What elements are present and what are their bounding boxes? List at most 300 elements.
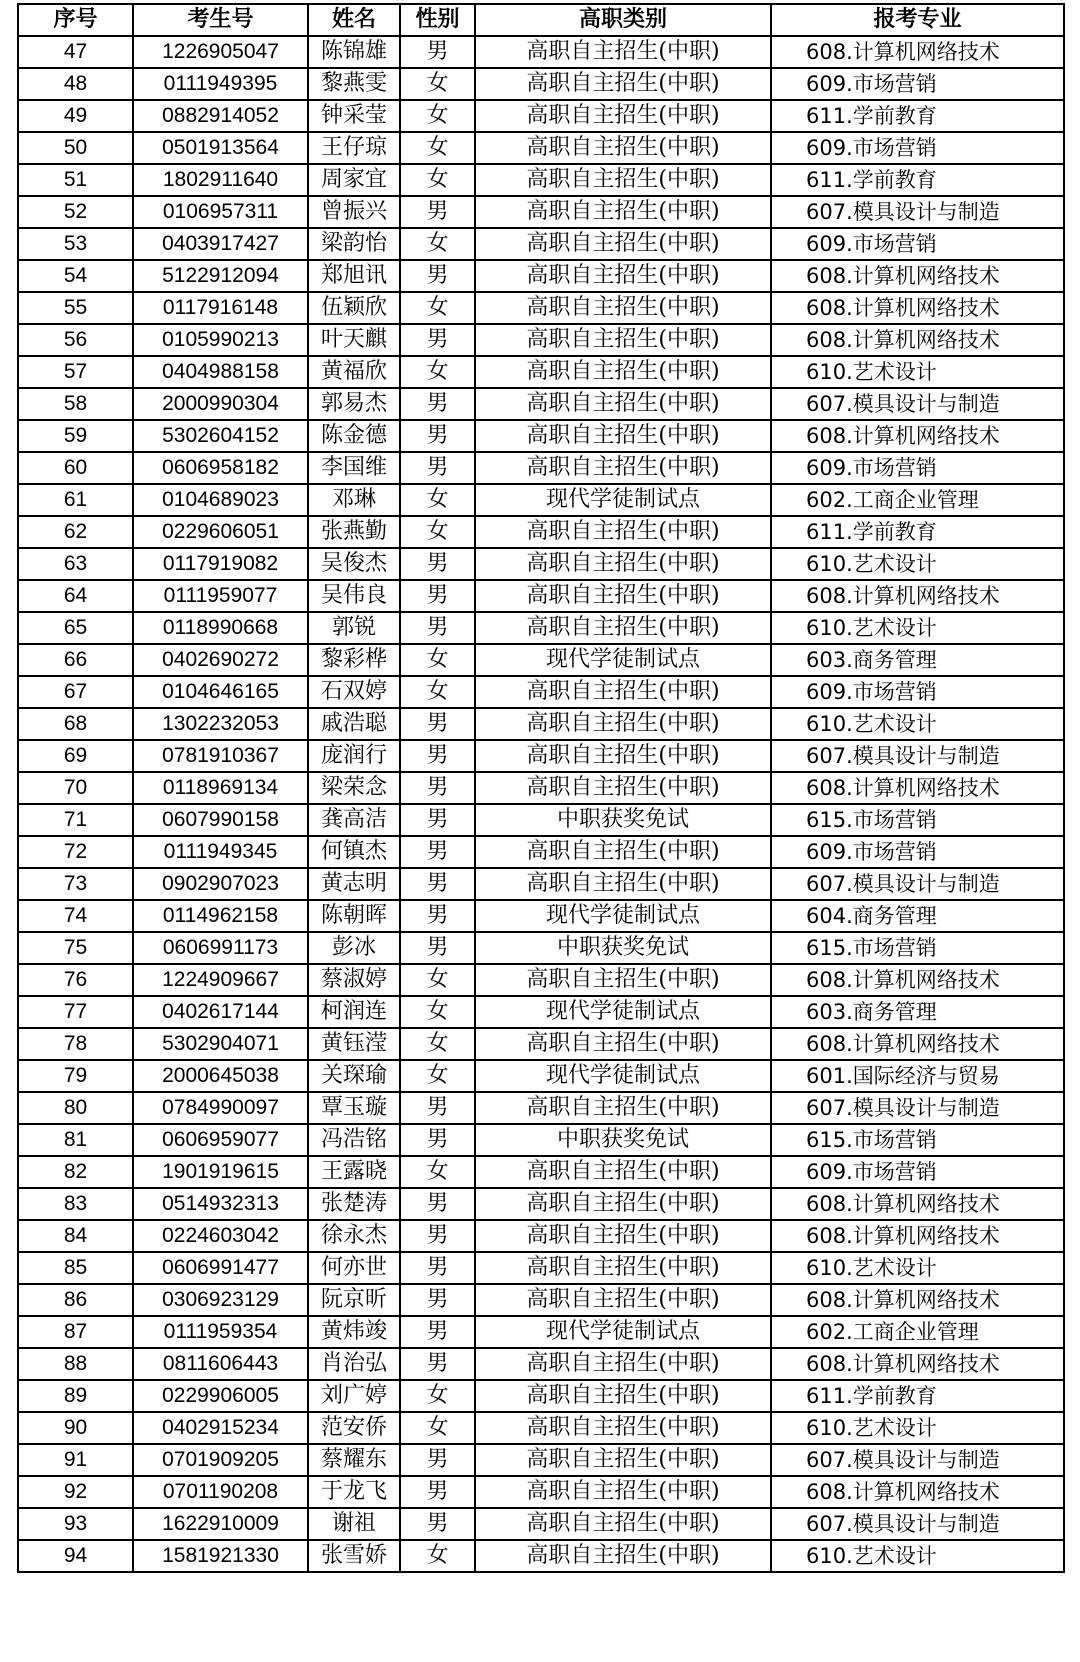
cell-major: 607.模具设计与制造 xyxy=(771,388,1064,420)
cell-gender: 男 xyxy=(400,1092,475,1124)
cell-serial: 68 xyxy=(18,708,133,740)
header-name: 姓名 xyxy=(308,4,400,36)
cell-major: 608.计算机网络技术 xyxy=(771,420,1064,452)
cell-candidate-id: 0882914052 xyxy=(133,100,308,132)
cell-major: 610.艺术设计 xyxy=(771,612,1064,644)
cell-major: 608.计算机网络技术 xyxy=(771,580,1064,612)
cell-major: 601.国际经济与贸易 xyxy=(771,1060,1064,1092)
cell-category: 高职自主招生(中职) xyxy=(475,740,771,772)
cell-category: 中职获奖免试 xyxy=(475,1124,771,1156)
cell-category: 高职自主招生(中职) xyxy=(475,164,771,196)
cell-name: 张楚涛 xyxy=(308,1188,400,1220)
cell-serial: 47 xyxy=(18,36,133,68)
cell-gender: 女 xyxy=(400,1412,475,1444)
cell-serial: 89 xyxy=(18,1380,133,1412)
cell-serial: 59 xyxy=(18,420,133,452)
cell-major: 609.市场营销 xyxy=(771,452,1064,484)
cell-category: 高职自主招生(中职) xyxy=(475,772,771,804)
table-row xyxy=(18,1124,1064,1156)
cell-candidate-id: 1802911640 xyxy=(133,164,308,196)
table-row xyxy=(18,196,1064,228)
cell-gender: 男 xyxy=(400,452,475,484)
cell-serial: 50 xyxy=(18,132,133,164)
cell-gender: 女 xyxy=(400,516,475,548)
cell-serial: 65 xyxy=(18,612,133,644)
cell-major: 610.艺术设计 xyxy=(771,548,1064,580)
cell-category: 高职自主招生(中职) xyxy=(475,196,771,228)
table-row xyxy=(18,1092,1064,1124)
cell-category: 现代学徒制试点 xyxy=(475,900,771,932)
cell-category: 高职自主招生(中职) xyxy=(475,516,771,548)
cell-gender: 女 xyxy=(400,68,475,100)
cell-major: 608.计算机网络技术 xyxy=(771,1028,1064,1060)
cell-major: 602.工商企业管理 xyxy=(771,1316,1064,1348)
cell-name: 郭锐 xyxy=(308,612,400,644)
cell-category: 高职自主招生(中职) xyxy=(475,1540,771,1572)
table-body xyxy=(18,36,1064,1572)
cell-gender: 男 xyxy=(400,612,475,644)
cell-gender: 女 xyxy=(400,100,475,132)
cell-gender: 男 xyxy=(400,1284,475,1316)
table-row xyxy=(18,1444,1064,1476)
cell-name: 刘广婷 xyxy=(308,1380,400,1412)
cell-gender: 男 xyxy=(400,1444,475,1476)
table-row xyxy=(18,964,1064,996)
cell-category: 高职自主招生(中职) xyxy=(475,1156,771,1188)
cell-category: 高职自主招生(中职) xyxy=(475,420,771,452)
table-row xyxy=(18,228,1064,260)
cell-category: 高职自主招生(中职) xyxy=(475,1412,771,1444)
cell-serial: 63 xyxy=(18,548,133,580)
cell-major: 607.模具设计与制造 xyxy=(771,1092,1064,1124)
cell-name: 黎燕雯 xyxy=(308,68,400,100)
cell-major: 611.学前教育 xyxy=(771,100,1064,132)
cell-serial: 70 xyxy=(18,772,133,804)
cell-serial: 74 xyxy=(18,900,133,932)
cell-candidate-id: 0781910367 xyxy=(133,740,308,772)
cell-serial: 51 xyxy=(18,164,133,196)
cell-major: 611.学前教育 xyxy=(771,164,1064,196)
cell-category: 高职自主招生(中职) xyxy=(475,1508,771,1540)
cell-category: 高职自主招生(中职) xyxy=(475,1284,771,1316)
cell-candidate-id: 0229906005 xyxy=(133,1380,308,1412)
table-row xyxy=(18,260,1064,292)
cell-category: 现代学徒制试点 xyxy=(475,1060,771,1092)
table-row xyxy=(18,292,1064,324)
cell-major: 609.市场营销 xyxy=(771,132,1064,164)
table-row xyxy=(18,388,1064,420)
cell-candidate-id: 0402617144 xyxy=(133,996,308,1028)
cell-serial: 83 xyxy=(18,1188,133,1220)
cell-name: 吴伟良 xyxy=(308,580,400,612)
cell-major: 609.市场营销 xyxy=(771,228,1064,260)
cell-name: 谢祖 xyxy=(308,1508,400,1540)
cell-major: 604.商务管理 xyxy=(771,900,1064,932)
cell-candidate-id: 0606991477 xyxy=(133,1252,308,1284)
cell-name: 张燕勤 xyxy=(308,516,400,548)
cell-name: 郑旭讯 xyxy=(308,260,400,292)
cell-name: 龚高洁 xyxy=(308,804,400,836)
table-row xyxy=(18,1028,1064,1060)
cell-candidate-id: 0229606051 xyxy=(133,516,308,548)
cell-candidate-id: 5302904071 xyxy=(133,1028,308,1060)
cell-serial: 87 xyxy=(18,1316,133,1348)
header-candidate-id: 考生号 xyxy=(133,4,308,36)
cell-name: 戚浩聪 xyxy=(308,708,400,740)
cell-gender: 男 xyxy=(400,196,475,228)
cell-candidate-id: 0111959354 xyxy=(133,1316,308,1348)
cell-gender: 男 xyxy=(400,932,475,964)
cell-major: 608.计算机网络技术 xyxy=(771,772,1064,804)
cell-category: 高职自主招生(中职) xyxy=(475,548,771,580)
cell-gender: 女 xyxy=(400,484,475,516)
header-gender: 性别 xyxy=(400,4,475,36)
admission-list-table xyxy=(17,3,1065,1573)
cell-name: 彭冰 xyxy=(308,932,400,964)
cell-major: 607.模具设计与制造 xyxy=(771,1444,1064,1476)
table-row xyxy=(18,1316,1064,1348)
cell-name: 徐永杰 xyxy=(308,1220,400,1252)
cell-major: 615.市场营销 xyxy=(771,1124,1064,1156)
cell-major: 608.计算机网络技术 xyxy=(771,964,1064,996)
table-row xyxy=(18,548,1064,580)
cell-serial: 60 xyxy=(18,452,133,484)
cell-candidate-id: 1901919615 xyxy=(133,1156,308,1188)
cell-category: 高职自主招生(中职) xyxy=(475,836,771,868)
cell-serial: 53 xyxy=(18,228,133,260)
cell-gender: 女 xyxy=(400,644,475,676)
table-row xyxy=(18,1284,1064,1316)
cell-major: 609.市场营销 xyxy=(771,1156,1064,1188)
cell-category: 高职自主招生(中职) xyxy=(475,1252,771,1284)
cell-serial: 88 xyxy=(18,1348,133,1380)
cell-gender: 女 xyxy=(400,1380,475,1412)
cell-category: 高职自主招生(中职) xyxy=(475,260,771,292)
cell-name: 肖治弘 xyxy=(308,1348,400,1380)
cell-gender: 男 xyxy=(400,1124,475,1156)
cell-serial: 48 xyxy=(18,68,133,100)
cell-gender: 女 xyxy=(400,964,475,996)
cell-name: 陈锦雄 xyxy=(308,36,400,68)
cell-gender: 男 xyxy=(400,1188,475,1220)
cell-serial: 66 xyxy=(18,644,133,676)
table-row xyxy=(18,164,1064,196)
cell-category: 高职自主招生(中职) xyxy=(475,36,771,68)
cell-category: 中职获奖免试 xyxy=(475,932,771,964)
cell-serial: 55 xyxy=(18,292,133,324)
cell-serial: 52 xyxy=(18,196,133,228)
cell-category: 高职自主招生(中职) xyxy=(475,100,771,132)
cell-name: 冯浩铭 xyxy=(308,1124,400,1156)
cell-candidate-id: 0606958182 xyxy=(133,452,308,484)
cell-candidate-id: 0114962158 xyxy=(133,900,308,932)
cell-candidate-id: 0402690272 xyxy=(133,644,308,676)
cell-major: 608.计算机网络技术 xyxy=(771,1220,1064,1252)
cell-major: 610.艺术设计 xyxy=(771,1252,1064,1284)
cell-candidate-id: 1302232053 xyxy=(133,708,308,740)
cell-name: 王仔琼 xyxy=(308,132,400,164)
cell-name: 黎彩桦 xyxy=(308,644,400,676)
cell-name: 黄钰滢 xyxy=(308,1028,400,1060)
cell-serial: 49 xyxy=(18,100,133,132)
cell-name: 关琛瑜 xyxy=(308,1060,400,1092)
cell-serial: 79 xyxy=(18,1060,133,1092)
cell-category: 高职自主招生(中职) xyxy=(475,1380,771,1412)
cell-category: 高职自主招生(中职) xyxy=(475,356,771,388)
cell-serial: 54 xyxy=(18,260,133,292)
table-row xyxy=(18,1508,1064,1540)
cell-name: 叶天麒 xyxy=(308,324,400,356)
cell-category: 高职自主招生(中职) xyxy=(475,1476,771,1508)
table-row xyxy=(18,484,1064,516)
cell-candidate-id: 0106957311 xyxy=(133,196,308,228)
cell-gender: 男 xyxy=(400,324,475,356)
cell-candidate-id: 0402915234 xyxy=(133,1412,308,1444)
cell-candidate-id: 0607990158 xyxy=(133,804,308,836)
cell-serial: 93 xyxy=(18,1508,133,1540)
cell-serial: 94 xyxy=(18,1540,133,1572)
cell-major: 608.计算机网络技术 xyxy=(771,1476,1064,1508)
cell-name: 陈金德 xyxy=(308,420,400,452)
cell-name: 王露晓 xyxy=(308,1156,400,1188)
cell-gender: 男 xyxy=(400,36,475,68)
cell-candidate-id: 0111959077 xyxy=(133,580,308,612)
cell-gender: 女 xyxy=(400,132,475,164)
cell-candidate-id: 0118990668 xyxy=(133,612,308,644)
cell-category: 高职自主招生(中职) xyxy=(475,1444,771,1476)
cell-gender: 男 xyxy=(400,1348,475,1380)
cell-category: 现代学徒制试点 xyxy=(475,484,771,516)
cell-gender: 男 xyxy=(400,772,475,804)
cell-major: 607.模具设计与制造 xyxy=(771,1508,1064,1540)
cell-candidate-id: 0105990213 xyxy=(133,324,308,356)
cell-major: 608.计算机网络技术 xyxy=(771,1348,1064,1380)
table-row xyxy=(18,676,1064,708)
cell-gender: 女 xyxy=(400,356,475,388)
cell-name: 蔡淑婷 xyxy=(308,964,400,996)
cell-gender: 男 xyxy=(400,1220,475,1252)
cell-candidate-id: 0701190208 xyxy=(133,1476,308,1508)
cell-name: 吴俊杰 xyxy=(308,548,400,580)
table-row xyxy=(18,644,1064,676)
cell-category: 高职自主招生(中职) xyxy=(475,708,771,740)
cell-serial: 85 xyxy=(18,1252,133,1284)
cell-major: 610.艺术设计 xyxy=(771,1412,1064,1444)
cell-name: 范安侨 xyxy=(308,1412,400,1444)
table-row xyxy=(18,740,1064,772)
cell-gender: 女 xyxy=(400,164,475,196)
cell-gender: 女 xyxy=(400,1540,475,1572)
cell-name: 邓琳 xyxy=(308,484,400,516)
cell-candidate-id: 0224603042 xyxy=(133,1220,308,1252)
cell-name: 何亦世 xyxy=(308,1252,400,1284)
cell-name: 阮京昕 xyxy=(308,1284,400,1316)
cell-serial: 90 xyxy=(18,1412,133,1444)
cell-candidate-id: 1581921330 xyxy=(133,1540,308,1572)
cell-category: 高职自主招生(中职) xyxy=(475,580,771,612)
cell-gender: 男 xyxy=(400,868,475,900)
cell-major: 611.学前教育 xyxy=(771,1380,1064,1412)
cell-name: 柯润连 xyxy=(308,996,400,1028)
cell-candidate-id: 0306923129 xyxy=(133,1284,308,1316)
cell-candidate-id: 2000990304 xyxy=(133,388,308,420)
cell-candidate-id: 0104646165 xyxy=(133,676,308,708)
cell-gender: 女 xyxy=(400,996,475,1028)
cell-major: 608.计算机网络技术 xyxy=(771,36,1064,68)
table-row xyxy=(18,580,1064,612)
table-row xyxy=(18,836,1064,868)
cell-gender: 男 xyxy=(400,740,475,772)
cell-gender: 男 xyxy=(400,260,475,292)
table-row xyxy=(18,1252,1064,1284)
table-row xyxy=(18,132,1064,164)
cell-candidate-id: 0514932313 xyxy=(133,1188,308,1220)
header-serial: 序号 xyxy=(18,4,133,36)
cell-name: 周家宜 xyxy=(308,164,400,196)
cell-major: 602.工商企业管理 xyxy=(771,484,1064,516)
cell-major: 609.市场营销 xyxy=(771,68,1064,100)
cell-serial: 84 xyxy=(18,1220,133,1252)
cell-serial: 82 xyxy=(18,1156,133,1188)
cell-candidate-id: 0606959077 xyxy=(133,1124,308,1156)
cell-category: 高职自主招生(中职) xyxy=(475,1220,771,1252)
cell-category: 高职自主招生(中职) xyxy=(475,388,771,420)
cell-major: 607.模具设计与制造 xyxy=(771,196,1064,228)
cell-name: 郭易杰 xyxy=(308,388,400,420)
cell-candidate-id: 0404988158 xyxy=(133,356,308,388)
table-header xyxy=(18,4,1064,36)
table-row xyxy=(18,68,1064,100)
table-row xyxy=(18,1156,1064,1188)
cell-category: 现代学徒制试点 xyxy=(475,1316,771,1348)
table-row xyxy=(18,868,1064,900)
cell-gender: 男 xyxy=(400,548,475,580)
cell-serial: 64 xyxy=(18,580,133,612)
cell-gender: 男 xyxy=(400,900,475,932)
table-row xyxy=(18,612,1064,644)
table-row xyxy=(18,772,1064,804)
cell-major: 610.艺术设计 xyxy=(771,1540,1064,1572)
cell-name: 张雪娇 xyxy=(308,1540,400,1572)
cell-name: 黄炜竣 xyxy=(308,1316,400,1348)
cell-gender: 男 xyxy=(400,708,475,740)
cell-gender: 男 xyxy=(400,1252,475,1284)
cell-serial: 72 xyxy=(18,836,133,868)
cell-serial: 76 xyxy=(18,964,133,996)
cell-candidate-id: 0606991173 xyxy=(133,932,308,964)
cell-name: 伍颖欣 xyxy=(308,292,400,324)
table-row xyxy=(18,1476,1064,1508)
table-row xyxy=(18,1220,1064,1252)
cell-category: 高职自主招生(中职) xyxy=(475,68,771,100)
cell-gender: 女 xyxy=(400,1156,475,1188)
cell-candidate-id: 0403917427 xyxy=(133,228,308,260)
cell-name: 曾振兴 xyxy=(308,196,400,228)
cell-category: 高职自主招生(中职) xyxy=(475,676,771,708)
cell-candidate-id: 1226905047 xyxy=(133,36,308,68)
cell-major: 615.市场营销 xyxy=(771,932,1064,964)
cell-gender: 女 xyxy=(400,228,475,260)
cell-candidate-id: 0118969134 xyxy=(133,772,308,804)
cell-gender: 男 xyxy=(400,836,475,868)
cell-major: 608.计算机网络技术 xyxy=(771,292,1064,324)
table-row xyxy=(18,708,1064,740)
table-row xyxy=(18,1380,1064,1412)
table-row xyxy=(18,452,1064,484)
cell-major: 615.市场营销 xyxy=(771,804,1064,836)
cell-gender: 女 xyxy=(400,1060,475,1092)
table-row xyxy=(18,324,1064,356)
table-row xyxy=(18,1348,1064,1380)
table-row xyxy=(18,1412,1064,1444)
cell-candidate-id: 0117916148 xyxy=(133,292,308,324)
cell-name: 黄志明 xyxy=(308,868,400,900)
table-row xyxy=(18,36,1064,68)
cell-major: 608.计算机网络技术 xyxy=(771,324,1064,356)
cell-major: 608.计算机网络技术 xyxy=(771,260,1064,292)
cell-gender: 女 xyxy=(400,292,475,324)
cell-candidate-id: 0104689023 xyxy=(133,484,308,516)
cell-category: 高职自主招生(中职) xyxy=(475,132,771,164)
cell-candidate-id: 2000645038 xyxy=(133,1060,308,1092)
cell-candidate-id: 0117919082 xyxy=(133,548,308,580)
cell-serial: 61 xyxy=(18,484,133,516)
cell-category: 高职自主招生(中职) xyxy=(475,292,771,324)
cell-category: 高职自主招生(中职) xyxy=(475,324,771,356)
cell-gender: 男 xyxy=(400,804,475,836)
cell-major: 607.模具设计与制造 xyxy=(771,868,1064,900)
cell-serial: 56 xyxy=(18,324,133,356)
cell-gender: 男 xyxy=(400,420,475,452)
cell-major: 608.计算机网络技术 xyxy=(771,1188,1064,1220)
cell-candidate-id: 5122912094 xyxy=(133,260,308,292)
cell-serial: 71 xyxy=(18,804,133,836)
cell-name: 梁韵怡 xyxy=(308,228,400,260)
cell-category: 高职自主招生(中职) xyxy=(475,1092,771,1124)
table-row xyxy=(18,932,1064,964)
cell-major: 610.艺术设计 xyxy=(771,708,1064,740)
cell-name: 何镇杰 xyxy=(308,836,400,868)
cell-serial: 57 xyxy=(18,356,133,388)
cell-name: 陈朝晖 xyxy=(308,900,400,932)
cell-candidate-id: 0111949395 xyxy=(133,68,308,100)
cell-name: 黄福欣 xyxy=(308,356,400,388)
cell-name: 于龙飞 xyxy=(308,1476,400,1508)
cell-name: 庞润行 xyxy=(308,740,400,772)
cell-major: 603.商务管理 xyxy=(771,996,1064,1028)
cell-candidate-id: 0784990097 xyxy=(133,1092,308,1124)
cell-serial: 75 xyxy=(18,932,133,964)
cell-category: 现代学徒制试点 xyxy=(475,644,771,676)
cell-serial: 80 xyxy=(18,1092,133,1124)
table-row xyxy=(18,1060,1064,1092)
cell-major: 609.市场营销 xyxy=(771,676,1064,708)
cell-candidate-id: 0501913564 xyxy=(133,132,308,164)
cell-name: 梁荣念 xyxy=(308,772,400,804)
cell-serial: 73 xyxy=(18,868,133,900)
cell-serial: 58 xyxy=(18,388,133,420)
table-row xyxy=(18,996,1064,1028)
cell-serial: 92 xyxy=(18,1476,133,1508)
cell-serial: 81 xyxy=(18,1124,133,1156)
header-row xyxy=(18,4,1064,36)
cell-name: 蔡耀东 xyxy=(308,1444,400,1476)
cell-gender: 男 xyxy=(400,1508,475,1540)
cell-major: 610.艺术设计 xyxy=(771,356,1064,388)
cell-category: 高职自主招生(中职) xyxy=(475,1028,771,1060)
cell-category: 高职自主招生(中职) xyxy=(475,1348,771,1380)
cell-candidate-id: 0701909205 xyxy=(133,1444,308,1476)
